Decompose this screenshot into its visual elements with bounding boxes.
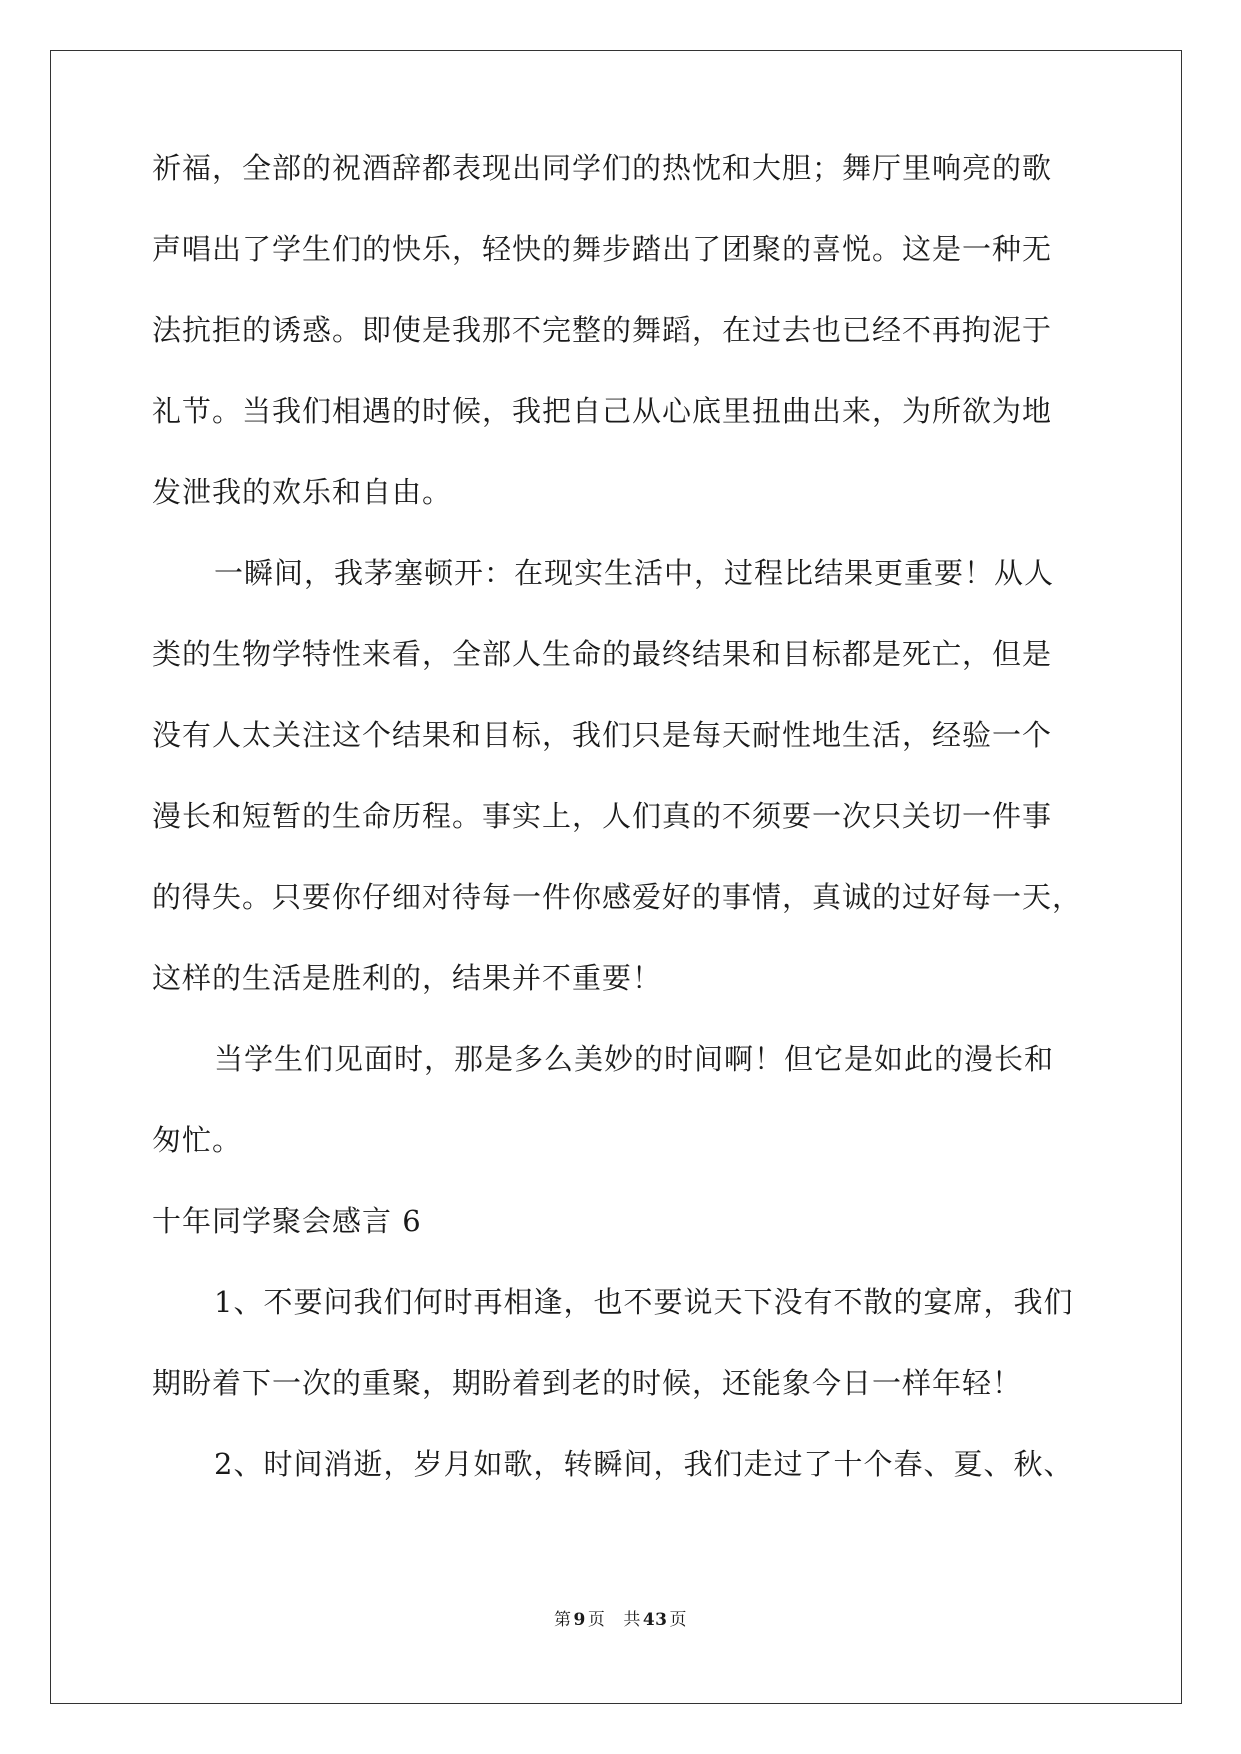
text-line: 漫长和短暂的生命历程。事实上，人们真的不须要一次只关切一件事 xyxy=(152,799,1053,833)
total-pages: 43 xyxy=(642,1610,668,1630)
text-line: 法抗拒的诱惑。即使是我那不完整的舞蹈，在过去也已经不再拘泥于 xyxy=(152,313,1053,347)
text-line: 声唱出了学生们的快乐，轻快的舞步踏出了团聚的喜悦。这是一种无 xyxy=(152,232,1053,266)
page-number: 9 xyxy=(573,1610,586,1630)
section-heading: 十年同学聚会感言 6 xyxy=(152,1204,422,1238)
document-body xyxy=(152,128,1092,1505)
text-line: 发泄我的欢乐和自由。 xyxy=(152,475,453,509)
footer-page-suffix: 页 xyxy=(587,1610,606,1630)
text-line: 匆忙。 xyxy=(152,1123,243,1157)
text-line: 的得失。只要你仔细对待每一件你感爱好的事情，真诚的过好每一天， xyxy=(152,880,1083,914)
footer-total-suffix: 页 xyxy=(669,1610,687,1630)
text-line: 这样的生活是胜利的，结果并不重要！ xyxy=(152,961,663,995)
footer-prefix: 第 xyxy=(553,1610,572,1630)
text-line: 期盼着下一次的重聚，期盼着到老的时候，还能象今日一样年轻！ xyxy=(152,1366,1023,1400)
text-line: 一瞬间，我茅塞顿开：在现实生活中，过程比结果更重要！从人 xyxy=(214,556,1055,590)
text-line: 当学生们见面时，那是多么美妙的时间啊！但它是如此的漫长和 xyxy=(214,1042,1055,1076)
text-line: 类的生物学特性来看，全部人生命的最终结果和目标都是死亡，但是 xyxy=(152,637,1053,671)
text-line: 2、时间消逝，岁月如歌，转瞬间，我们走过了十个春、夏、秋、 xyxy=(214,1447,1074,1481)
text-line: 祈福，全部的祝酒辞都表现出同学们的热忱和大胆；舞厅里响亮的歌 xyxy=(152,151,1053,185)
text-line: 没有人太关注这个结果和目标，我们只是每天耐性地生活，经验一个 xyxy=(152,718,1053,752)
text-line: 1、不要问我们何时再相逢，也不要说天下没有不散的宴席，我们 xyxy=(214,1285,1074,1319)
footer-total-prefix: 共 xyxy=(623,1610,641,1630)
page-footer xyxy=(0,1605,1241,1630)
text-line: 礼节。当我们相遇的时候，我把自己从心底里扭曲出来，为所欲为地 xyxy=(152,394,1053,428)
